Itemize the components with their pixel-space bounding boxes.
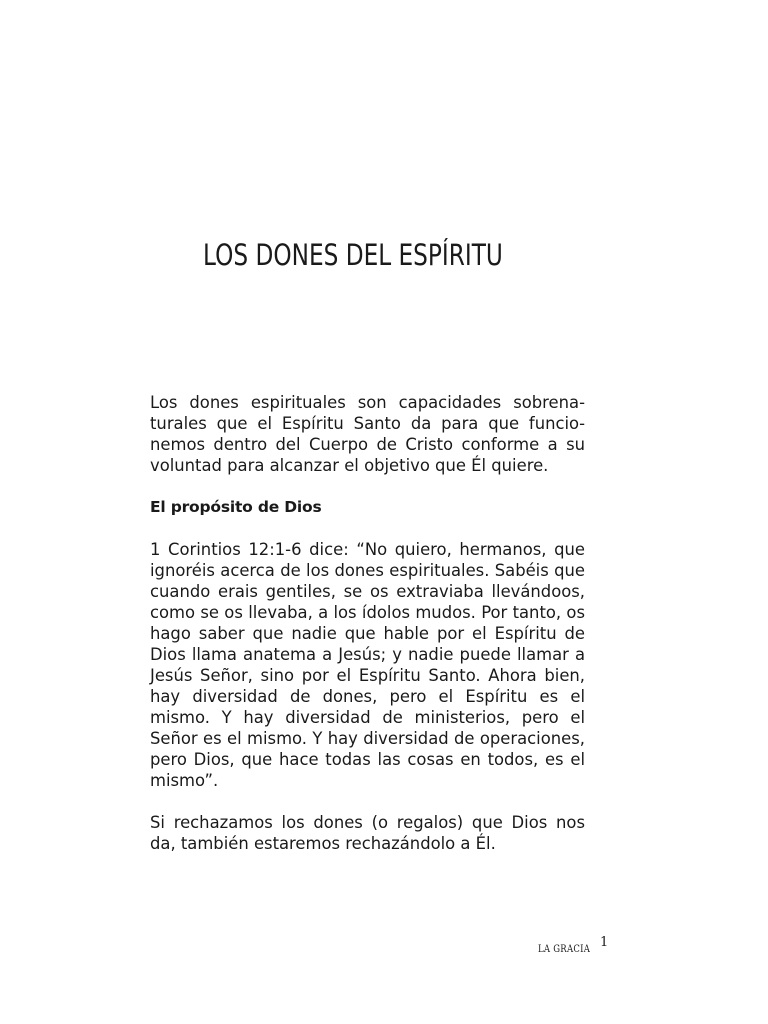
page-number: 1 [600,935,609,950]
chapter-title: LOS DONES DEL ESPÍRITU [203,238,503,272]
intro-paragraph: Los dones espirituales son capacidades sobrenaturales que el Espíritu Santo da para que funcionemos dentro del Cuerpo de Cristo conforme a su voluntad para alcanzar el objetivo que Él quiere. [150,393,585,475]
section-heading: El propósito de Dios [150,498,322,516]
quote-paragraph: 1 Corintios 12:1-6 dice: “No quiero, hermanos, que ignoréis acerca de los dones espirituales. Sabéis que cuando erais gentiles, se os extraviaba llevándoos, como se os llevaba, a los ídolos mudos. Por tanto, os hago saber que nadie que hable por el Espíritu de Dios llama anatema a Jesús; y nadie puede llamar a Jesús Señor, sino por el Espíritu Santo. Ahora bien, hay diversidad de dones, pero el Espíritu es el mismo. Y hay diversidad de ministerios, pero el Señor es el mismo. Y hay diversidad de operaciones, pero Dios, que hace todas las cosas en todos, es el mismo”. [150,540,585,790]
page-footer [538,935,609,956]
body-text [150,392,585,854]
closing-paragraph: Si rechazamos los dones (o regalos) que Dios nos da, también estaremos rechazándolo a Él. [150,813,585,853]
running-head: LA GRACIA [538,944,591,955]
